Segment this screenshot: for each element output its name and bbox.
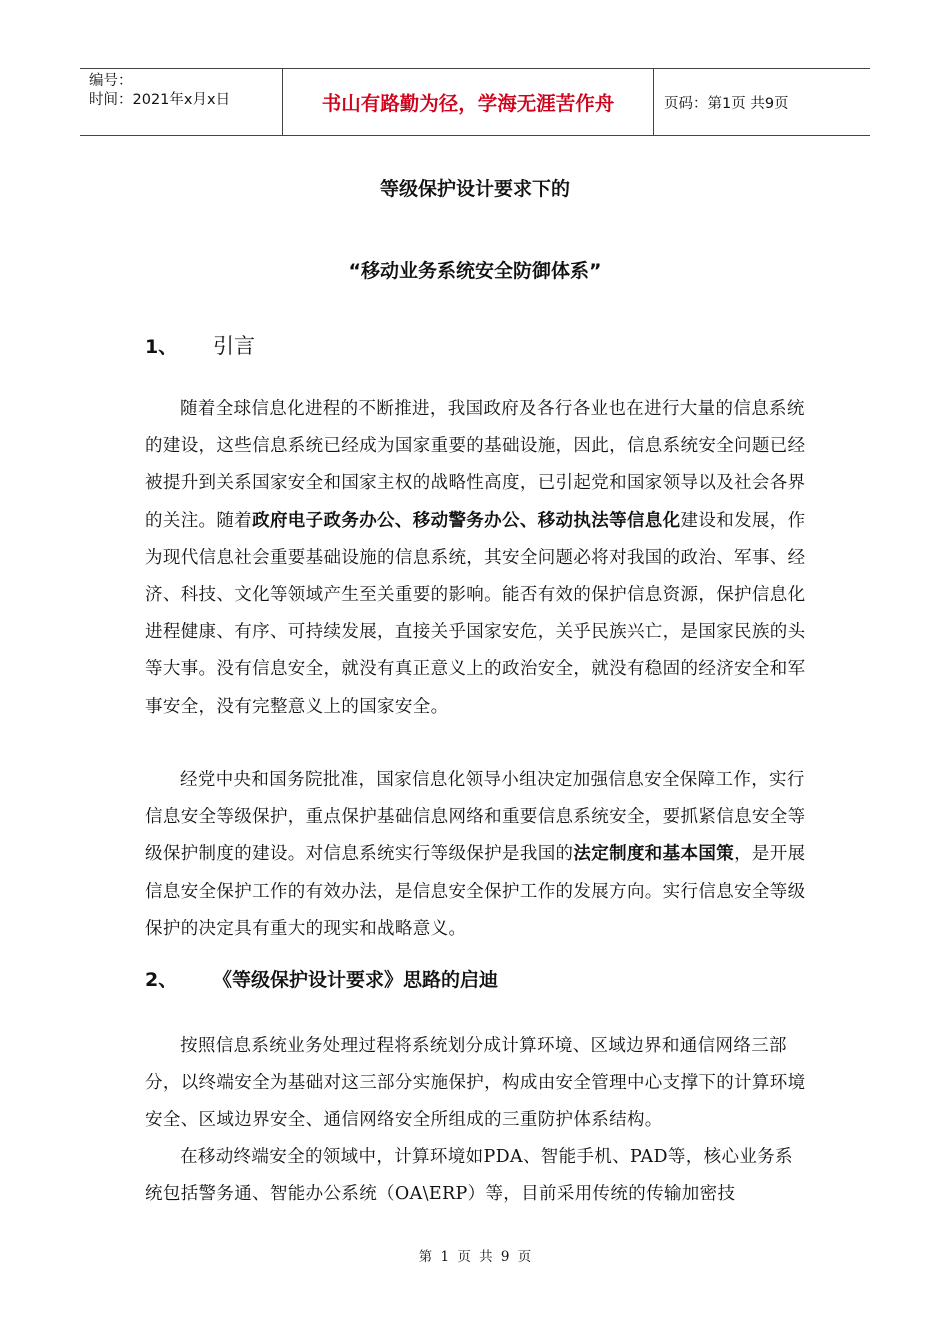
document-title-line1: 等级保护设计要求下的	[379, 178, 570, 200]
page-footer: 第 1 页 共 9 页	[418, 1249, 532, 1265]
paragraph-bold-text: 政府电子政务办公、移动警务办公、移动执法等信息化	[252, 510, 681, 531]
paragraph-text: 建设和发展，作为现代信息社会重要基础设施的信息系统，其安全问题必将对我国的政治、军事、经济、科技、文化等领域产生至关重要的影响。能否有效的保护信息资源，保护信息化进程健康、有序、可持续发展，直接关乎国家安危，关乎民族兴亡，是国家民族的头等大事。没有信息安全，就没有真正意义上的政治安全，就没有稳固的经济安全和军事安全，没有完整意义上的国家安全。	[145, 510, 806, 717]
header-page-label: 页码：第1页 共9页	[664, 95, 789, 112]
paragraph-intro-2	[145, 762, 809, 948]
paragraph-intro-1	[145, 391, 809, 726]
paragraph-text: ，是开展信息安全保护工作的有效办法，是信息安全保护工作的发展方向。实行信息安全等级保护的决定具有重大的现实和战略意义。	[145, 844, 806, 939]
header-meta	[80, 69, 282, 135]
paragraph-design-2: 在移动终端安全的领域中，计算环境如PDA、智能手机、PAD等，核心业务系统包括警务通、智能办公系统（OA\ERP）等，目前采用传统的传输加密技	[145, 1147, 793, 1205]
section-title: 《等级保护设计要求》思路的启迪	[213, 969, 499, 991]
section-title: 引言	[213, 334, 255, 358]
header-date-label: 时间：2021年x月x日	[89, 92, 231, 108]
section-heading-1	[145, 330, 255, 360]
paragraph-text: 经党中央和国务院批准，国家信息化领导小组决定加强信息安全保障工作，实行信息安全等级保护，重点保护基础信息网络和重要信息系统安全，要抓紧信息安全等级保护制度的建设。对信息系统实行等级保护是我国的	[145, 770, 806, 865]
paragraph-text: 随着全球信息化进程的不断推进，我国政府及各行各业也在进行大量的信息系统的建设，这些信息系统已经成为国家重要的基础设施，因此，信息系统安全问题已经被提升到关系国家安全和国家主权的战略性高度，已引起党和国家领导以及社会各界的关注。随着	[145, 399, 806, 531]
header-number-label: 编号：	[89, 73, 133, 89]
section-heading-2	[145, 965, 498, 992]
paragraph-bold-text: 法定制度和基本国策	[573, 844, 735, 865]
header-motto: 书山有路勤为径，学海无涯苦作舟	[282, 69, 654, 135]
section-number: 1、	[145, 336, 178, 358]
document-header	[80, 68, 870, 136]
section-number: 2、	[145, 969, 178, 991]
document-title-line2: “移动业务系统安全防御体系”	[348, 260, 602, 282]
paragraph-design-1: 按照信息系统业务处理过程将系统划分成计算环境、区域边界和通信网络三部分，以终端安全为基础对这三部分实施保护，构成由安全管理中心支撑下的计算环境安全、区域边界安全、通信网络安全所组成的三重防护体系结构。	[145, 1036, 806, 1131]
